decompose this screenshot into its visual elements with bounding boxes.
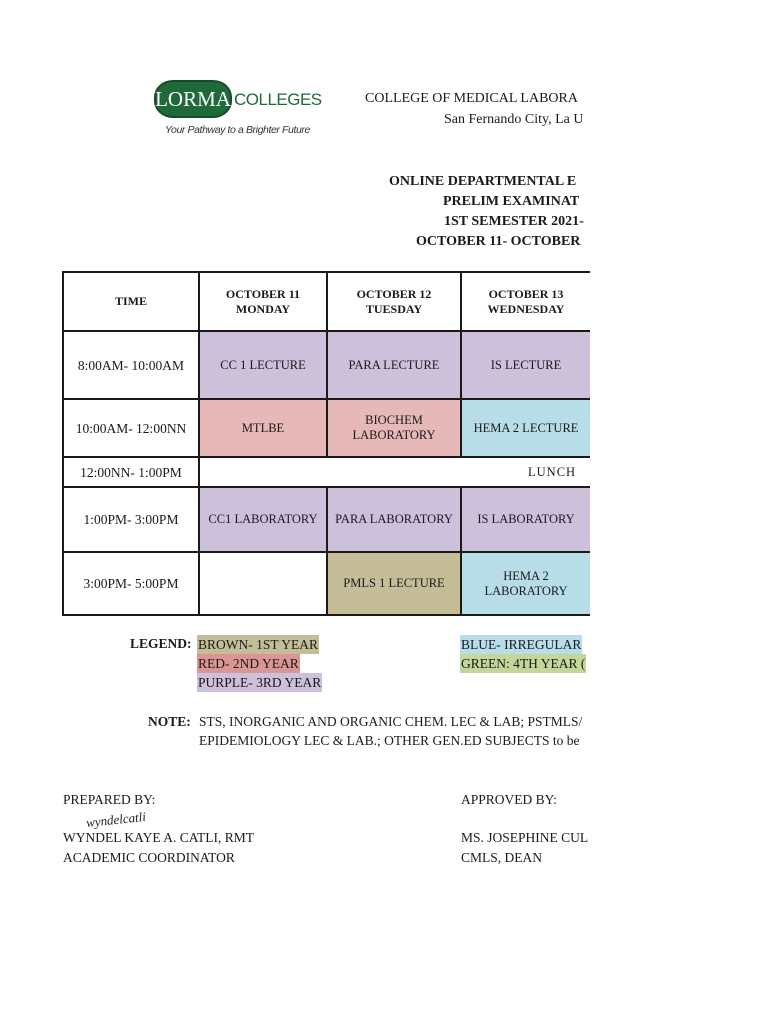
exam-cell: HEMA 2 LABORATORY: [461, 552, 591, 615]
exam-title-line3: 1ST SEMESTER 2021-: [444, 214, 584, 229]
prepared-name: WYNDEL KAYE A. CATLI, RMT: [63, 830, 254, 845]
exam-cell: BIOCHEM LABORATORY: [327, 399, 461, 457]
approved-name: MS. JOSEPHINE CUL: [461, 830, 589, 845]
exam-cell: IS LABORATORY: [461, 487, 591, 552]
lunch-break: LUNCH: [199, 457, 731, 487]
college-name: COLLEGE OF MEDICAL LABORA: [365, 91, 578, 106]
time-slot: 3:00PM- 5:00PM: [63, 552, 199, 615]
time-slot: 10:00AM- 12:00NN: [63, 399, 199, 457]
logo-tagline: Your Pathway to a Brighter Future: [165, 124, 310, 136]
exam-cell: CC1 LABORATORY: [199, 487, 327, 552]
exam-cell: PARA LECTURE: [327, 331, 461, 399]
approved-title: CMLS, DEAN: [461, 850, 543, 865]
legend-green: GREEN: 4TH YEAR (: [461, 656, 586, 671]
logo-name: LORMA: [155, 86, 231, 111]
college-location: San Fernando City, La U: [444, 112, 584, 127]
exam-title-line2: PRELIM EXAMINAT: [443, 194, 580, 209]
exam-title-line4: OCTOBER 11- OCTOBER: [416, 234, 581, 249]
lorma-logo: [154, 80, 232, 118]
prepared-by-label: PREPARED BY:: [63, 792, 156, 807]
exam-cell-empty: [199, 552, 327, 615]
exam-cell: CC 1 LECTURE: [199, 331, 327, 399]
page-crop-mask: [590, 0, 768, 1024]
legend-brown: BROWN- 1ST YEAR: [198, 637, 319, 652]
time-header: TIME: [63, 272, 199, 331]
note-line1: STS, INORGANIC AND ORGANIC CHEM. LEC & LAB; PSTMLS/: [199, 714, 583, 729]
prepared-title: ACADEMIC COORDINATOR: [63, 850, 235, 865]
exam-cell: IS LECTURE: [461, 331, 591, 399]
legend-purple: PURPLE- 3RD YEAR: [198, 675, 322, 690]
day-header-monday: OCTOBER 11 MONDAY: [199, 272, 327, 331]
approved-by-label: APPROVED BY:: [461, 792, 557, 807]
day-header-tuesday: OCTOBER 12 TUESDAY: [327, 272, 461, 331]
exam-cell: PMLS 1 LECTURE: [327, 552, 461, 615]
legend-red: RED- 2ND YEAR: [198, 656, 299, 671]
logo-suffix: COLLEGES: [234, 90, 322, 109]
time-slot: 12:00NN- 1:00PM: [63, 457, 199, 487]
day-header-wednesday: OCTOBER 13 WEDNESDAY: [461, 272, 591, 331]
exam-cell: HEMA 2 LECTURE: [461, 399, 591, 457]
note-line2: EPIDEMIOLOGY LEC & LAB.; OTHER GEN.ED SUBJECTS to be: [199, 733, 580, 748]
exam-cell: PARA LABORATORY: [327, 487, 461, 552]
legend-label: LEGEND:: [130, 636, 192, 651]
exam-title-line1: ONLINE DEPARTMENTAL E: [389, 174, 577, 189]
exam-cell: MTLBE: [199, 399, 327, 457]
time-slot: 1:00PM- 3:00PM: [63, 487, 199, 552]
legend-blue: BLUE- IRREGULAR: [461, 637, 582, 652]
prepared-signature: wyndelcatli: [85, 808, 147, 831]
time-slot: 8:00AM- 10:00AM: [63, 331, 199, 399]
note-label: NOTE:: [148, 714, 191, 729]
